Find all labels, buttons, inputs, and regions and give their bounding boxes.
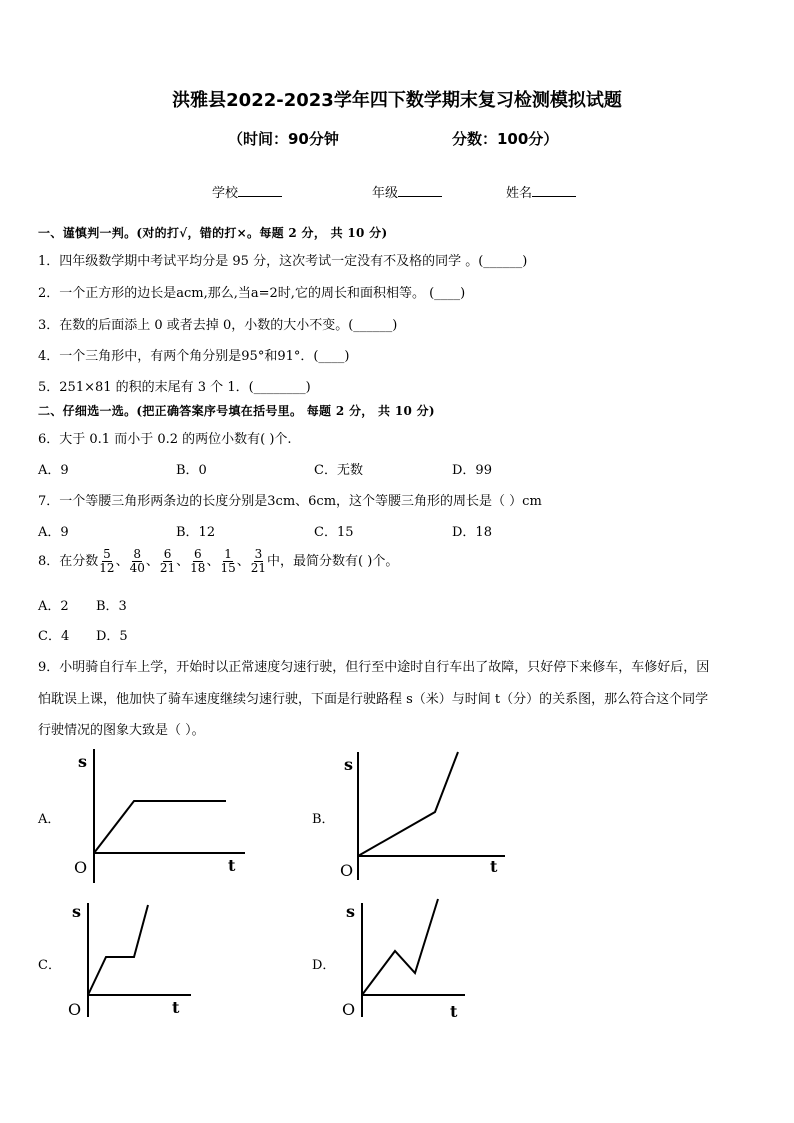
section2-header: 二、仔细选一选。(把正确答案序号填在括号里。 每题 2 分， 共 10 分) (38, 404, 435, 418)
fraction-numerator: 6 (163, 547, 172, 561)
q7-option-d[interactable]: D．18 (452, 525, 492, 540)
graph-a-label[interactable]: A． (38, 812, 61, 827)
fraction-denominator: 21 (250, 561, 267, 575)
score-info: 分数：100分） (452, 130, 559, 148)
question-8 (38, 548, 398, 575)
question-2: 2．一个正方形的边长是acm,那么,当a=2时,它的周长和面积相等。 (____) (38, 286, 466, 301)
q8-suffix: 中，最简分数有( )个。 (267, 554, 399, 569)
graph-a[interactable] (70, 745, 260, 885)
q8-fraction (251, 548, 266, 575)
fraction-denominator: 12 (99, 561, 115, 575)
graph-c-curve (88, 905, 148, 995)
q6-option-d[interactable]: D．99 (452, 463, 492, 478)
name-blank[interactable] (532, 184, 576, 197)
q8-fraction (99, 548, 114, 575)
question-4: 4．一个三角形中，有两个角分别是95°和91°．(____) (38, 349, 350, 364)
question-6: 6．大于 0.1 而小于 0.2 的两位小数有( )个. (38, 432, 292, 447)
fraction-denominator: 21 (159, 561, 176, 575)
fraction-denominator: 15 (220, 561, 236, 575)
fraction-separator: 、 (145, 554, 159, 569)
question-9-line-2: 怕耽误上课，他加快了骑车速度继续匀速行驶，下面是行驶路程 s（米）与时间 t（分）的关系图，那么符合这个同学 (38, 692, 709, 707)
fraction-denominator: 40 (129, 561, 145, 575)
graph-d-s-label: s (346, 902, 356, 921)
q8-option-a[interactable]: A．2 (38, 599, 69, 614)
question-1: 1．四年级数学期中考试平均分是 95 分，这次考试一定没有不及格的同学 。(______) (38, 254, 528, 269)
graph-d-t-label: t (450, 1002, 458, 1020)
question-9-line-3: 行驶情况的图象大致是（ ）。 (38, 723, 205, 738)
graph-a-curve (94, 801, 226, 853)
graph-b-label[interactable]: B． (312, 812, 335, 827)
graph-d[interactable] (340, 895, 480, 1020)
school-label: 学校 (212, 186, 239, 201)
fraction-numerator: 6 (193, 547, 202, 561)
q8-fraction (130, 548, 145, 575)
q8-fraction (220, 548, 235, 575)
q8-prefix: 8．在分数 (38, 554, 99, 569)
fraction-numerator: 8 (133, 547, 142, 561)
graph-d-label[interactable]: D． (312, 958, 336, 973)
q8-option-b[interactable]: B．3 (96, 599, 127, 614)
fraction-separator: 、 (236, 554, 250, 569)
fraction-numerator: 1 (224, 547, 232, 561)
graph-d-origin: O (342, 1000, 356, 1019)
fraction-separator: 、 (115, 554, 129, 569)
question-5: 5．251×81 的积的末尾有 3 个 1．(________) (38, 380, 311, 395)
page-title: 洪雅县2022-2023学年四下数学期末复习检测模拟试题 (172, 90, 622, 111)
graph-c-origin: O (68, 1000, 82, 1019)
graph-c-label[interactable]: C． (38, 958, 61, 973)
q6-option-c[interactable]: C．无数 (314, 463, 363, 478)
name-label: 姓名 (506, 186, 533, 201)
q6-option-a[interactable]: A．9 (38, 463, 69, 478)
q8-fraction (160, 548, 175, 575)
q7-option-c[interactable]: C．15 (314, 525, 354, 540)
section1-header: 一、谨慎判一判。(对的打√，错的打×。每题 2 分， 共 10 分) (38, 226, 388, 240)
graph-b[interactable] (330, 748, 520, 883)
grade-label: 年级 (372, 186, 399, 201)
fraction-separator: 、 (176, 554, 190, 569)
fraction-denominator: 18 (190, 561, 206, 575)
q6-option-b[interactable]: B．0 (176, 463, 207, 478)
q7-option-b[interactable]: B．12 (176, 525, 216, 540)
name-field[interactable] (506, 182, 576, 201)
question-3: 3．在数的后面添上 0 或者去掉 0，小数的大小不变。(______) (38, 318, 398, 333)
fraction-numerator: 5 (103, 547, 111, 561)
fraction-separator: 、 (206, 554, 220, 569)
graph-d-curve (362, 899, 438, 995)
grade-field[interactable] (372, 182, 442, 201)
graph-a-origin: O (74, 858, 88, 877)
q7-option-a[interactable]: A．9 (38, 525, 69, 540)
graph-b-origin: O (340, 861, 354, 880)
school-blank[interactable] (238, 184, 282, 197)
q8-option-c[interactable]: C．4 (38, 629, 70, 644)
graph-b-curve (358, 752, 458, 856)
graph-a-t-label: t (228, 856, 236, 875)
q8-fraction-list (98, 547, 267, 575)
grade-blank[interactable] (398, 184, 442, 197)
graph-a-s-label: s (78, 752, 88, 771)
school-field[interactable] (212, 182, 282, 201)
question-9-line-1: 9．小明骑自行车上学，开始时以正常速度匀速行驶，但行至中途时自行车出了故障，只好停下来修车，车修好后，因 (38, 660, 710, 675)
graph-b-s-label: s (344, 755, 354, 774)
graph-c[interactable] (66, 895, 206, 1020)
fraction-numerator: 3 (254, 547, 263, 561)
q8-option-d[interactable]: D．5 (96, 629, 128, 644)
graph-c-s-label: s (72, 902, 82, 921)
question-7: 7．一个等腰三角形两条边的长度分别是3cm、6cm，这个等腰三角形的周长是（ ）cm (38, 494, 542, 509)
graph-c-t-label: t (172, 998, 180, 1017)
time-info: （时间：90分钟 (228, 130, 339, 148)
graph-b-t-label: t (490, 857, 498, 876)
q8-fraction (190, 548, 205, 575)
